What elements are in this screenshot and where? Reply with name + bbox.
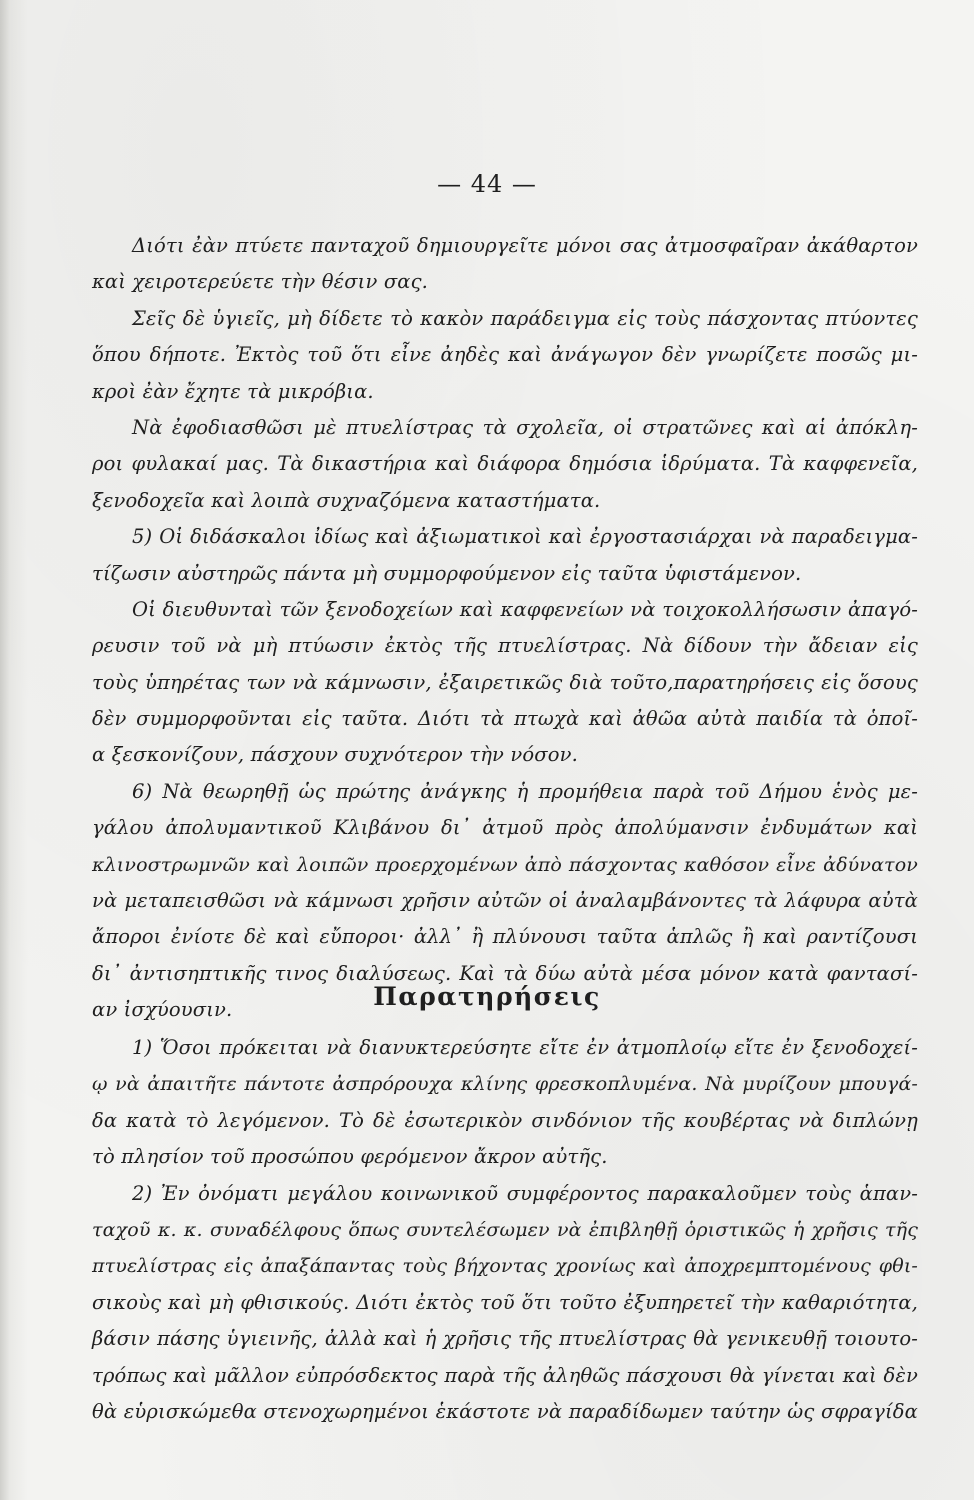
text-line: δι᾽ ἀντισηπτικῆς τινος διαλύσεως. Καὶ τὰ δύω αὐτὰ μέσα μόνον κατὰ φαντασί-	[92, 961, 918, 985]
text-line: Οἱ διευθυνταὶ τῶν ξενοδοχείων καὶ καφφενείων νὰ τοιχοκολλήσωσιν ἀπαγό-	[132, 597, 918, 621]
text-line: καὶ χειροτερεύετε τὴν θέσιν σας.	[92, 270, 429, 294]
text-line: κλινοστρωμνῶν καὶ λοιπῶν προερχομένων ἀπὸ πάσχοντας καθόσον εἶνε ἀδύνατον	[92, 853, 918, 876]
text-line: ὅπου δήποτε. Ἐκτὸς τοῦ ὅτι εἶνε ἀηδὲς καὶ ἀνάγωγον δὲν γνωρίζετε ποσῶς μι-	[92, 343, 918, 367]
text-line: Διότι ἐὰν πτύετε πανταχοῦ δημιουργεῖτε μόνοι σας ἀτμοσφαῖραν ἀκάθαρτον	[132, 234, 918, 257]
text-line: τρόπως καὶ μᾶλλον εὐπρόσδεκτος παρὰ τῆς ἀληθῶς πάσχουσι θὰ γίνεται καὶ δὲν	[92, 1363, 918, 1387]
text-line: πτυελίστρας εἰς ἀπαξάπαντας τοὺς βήχοντας χρονίως καὶ ἀποχρεμπτομένους φθι-	[92, 1255, 918, 1278]
text-line: τὸ πλησίον τοῦ προσώπου φερόμενον ἄκρον αὐτῆς.	[92, 1145, 608, 1169]
text-line: δὲν συμμορφοῦνται εἰς ταῦτα. Διότι τὰ πτωχὰ καὶ ἀθῶα αὐτὰ παιδία τὰ ὁποῖ-	[92, 707, 918, 731]
section-heading: Παρατηρήσεις	[373, 982, 601, 1011]
page-number: — 44 —	[437, 170, 537, 198]
text-line: νὰ μεταπεισθῶσι νὰ κάμνωσι χρῆσιν αὐτῶν οἱ ἀναλαμβάνοντες τὰ λάφυρα αὐτὰ	[92, 889, 918, 913]
body-section-recommendations	[92, 228, 918, 1029]
text-line: Νὰ ἐφοδιασθῶσι μὲ πτυελίστρας τὰ σχολεῖα, οἱ στρατῶνες καὶ αἱ ἀπόκλη-	[132, 415, 918, 439]
text-line: θὰ εὑρισκώμεθα στενοχωρημένοι ἑκάστοτε νὰ παραδίδωμεν ταύτην ὡς σφραγίδα	[92, 1399, 918, 1423]
text-line: Σεῖς δὲ ὑγιεῖς, μὴ δίδετε τὸ κακὸν παράδειγμα εἰς τοὺς πάσχοντας πτύοντες	[132, 306, 918, 330]
text-line: 6) Νὰ θεωρηθῇ ὡς πρώτης ἀνάγκης ἡ προμήθεια παρὰ τοῦ Δήμου ἑνὸς με-	[132, 779, 918, 803]
text-line: γάλου ἀπολυμαντικοῦ Κλιβάνου δι᾽ ἀτμοῦ πρὸς ἀπολύμανσιν ἐνδυμάτων καὶ	[92, 816, 918, 840]
text-line: κροὶ ἐὰν ἔχητε τὰ μικρόβια.	[92, 379, 374, 403]
text-line: δα κατὰ τὸ λεγόμενον. Τὸ δὲ ἐσωτερικὸν σινδόνιον τῆς κουβέρτας νὰ διπλώνῃ	[92, 1108, 918, 1132]
text-line: ταχοῦ κ. κ. συναδέλφους ὅπως συντελέσωμεν νὰ ἐπιβληθῇ ὁριστικῶς ἡ χρῆσις τῆς	[92, 1218, 918, 1241]
text-line: 2) Ἐν ὀνόματι μεγάλου κοινωνικοῦ συμφέροντος παρακαλοῦμεν τοὺς ἁπαν-	[132, 1181, 918, 1205]
text-line: ῳ νὰ ἀπαιτῆτε πάντοτε ἀσπρόρουχα κλίνης φρεσκοπλυμένα. Νὰ μυρίζουν μπουγά-	[92, 1073, 918, 1096]
text-line: ροι φυλακαί μας. Τὰ δικαστήρια καὶ διάφορα δημόσια ἱδρύματα. Τὰ καφφενεῖα,	[92, 452, 918, 476]
text-line: ἄποροι ἐνίοτε δὲ καὶ εὔποροι· ἀλλ᾽ ἢ πλύνουσι ταῦτα ἁπλῶς ἢ καὶ ραντίζουσι	[92, 925, 918, 949]
text-line: σικοὺς καὶ μὴ φθισικούς. Διότι ἐκτὸς τοῦ ὅτι τοῦτο ἐξυπηρετεῖ τὴν καθαριότητα,	[92, 1290, 918, 1314]
text-line: 5) Οἱ διδάσκαλοι ἰδίως καὶ ἀξιωματικοὶ καὶ ἐργοστασιάρχαι νὰ παραδειγμα-	[132, 525, 918, 549]
text-line: τίζωσιν αὐστηρῶς πάντα μὴ συμμορφούμενον εἰς ταῦτα ὑφιστάμενον.	[92, 561, 802, 585]
text-line: ρευσιν τοῦ νὰ μὴ πτύωσιν ἐκτὸς τῆς πτυελίστρας. Νὰ δίδουν τὴν ἄδειαν εἰς	[92, 634, 918, 658]
text-line: τοὺς ὑπηρέτας των νὰ κάμνωσιν, ἐξαιρετικῶς διὰ τοῦτο,παρατηρήσεις εἰς ὅσους	[92, 670, 918, 694]
text-line: βάσιν πάσης ὑγιεινῆς, ἀλλὰ καὶ ἡ χρῆσις τῆς πτυελίστρας θὰ γενικευθῇ τοιουτο-	[92, 1327, 918, 1351]
text-line: ξενοδοχεῖα καὶ λοιπὰ συχναζόμενα καταστήματα.	[92, 488, 601, 512]
text-line: αν ἰσχύουσιν.	[92, 998, 233, 1022]
text-line: 1) Ὅσοι πρόκειται νὰ διανυκτερεύσητε εἴτε ἐν ἀτμοπλοίῳ εἴτε ἐν ξενοδοχεί-	[132, 1036, 918, 1059]
body-section-remarks	[92, 1030, 918, 1430]
text-line: α ξεσκονίζουν, πάσχουν συχνότερον τὴν νόσον.	[92, 743, 578, 767]
